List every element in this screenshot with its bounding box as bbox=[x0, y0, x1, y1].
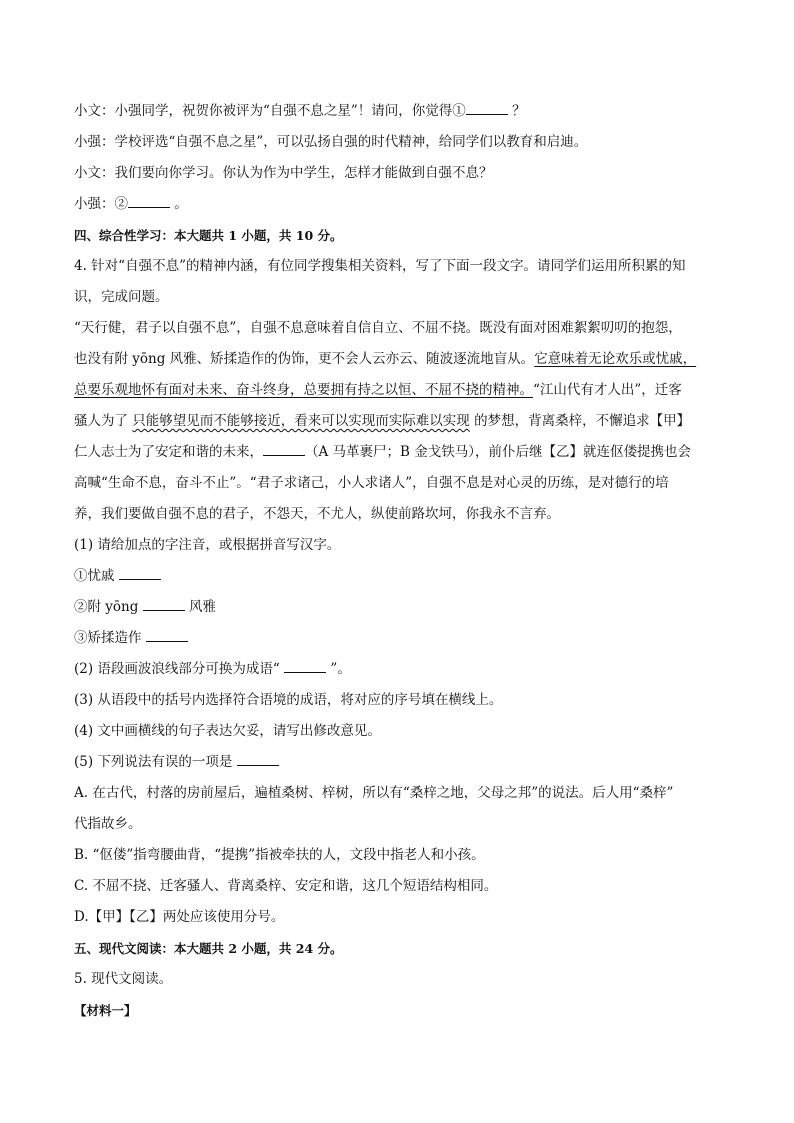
answer-blank-1[interactable] bbox=[466, 100, 508, 115]
passage-line-6: 高喊“生命不息，奋斗不止”。“君子求诸己，小人求诸人”，自强不息是对心灵的历练，是对德行的培 bbox=[74, 475, 669, 491]
sub-question-1-item-2: ②附 yōng 风雅 bbox=[74, 592, 722, 623]
sub-question-5: (5) 下列说法有误的一项是 bbox=[74, 747, 722, 778]
passage-line-4: 骚人为了 只能够望见而不能够接近，看来可以实现而实际难以实现 的梦想，背离桑梓，不懈追求【甲】 bbox=[74, 413, 691, 429]
answer-blank-2[interactable] bbox=[128, 193, 170, 208]
section-4-heading: 四、综合性学习：本大题共 1 小题，共 10 分。 bbox=[74, 228, 343, 243]
dialogue-line-2: 小强：学校评选“自强不息之星”，可以弘扬自强的时代精神，给同学们以教育和启迪。 bbox=[74, 134, 588, 150]
dialogue-line-1: 小文：小强同学，祝贺你被评为“自强不息之星”！请问，你觉得① ？ bbox=[74, 96, 722, 127]
option-c: C. 不屈不挠、迁客骚人、背离桑梓、安定和谐，这几个短语结构相同。 bbox=[74, 878, 498, 894]
answer-blank-5[interactable] bbox=[143, 596, 185, 611]
document-page bbox=[74, 96, 722, 1026]
passage-line-3: 总要乐观地怀有面对未来、奋斗终身，总要拥有持之以恒、不屈不挠的精神。“江山代有才人出”，迁客 bbox=[74, 382, 682, 398]
question-5: 5. 现代文阅读。 bbox=[74, 971, 173, 987]
sub-question-1-item-3: ③矫揉造作 bbox=[74, 623, 722, 654]
section-5-heading: 五、现代文阅读：本大题共 2 小题，共 24 分。 bbox=[74, 941, 343, 956]
passage-line-1: “天行健，君子以自强不息”，自强不息意味着自信自立、不屈不挠。既没有面对困难絮絮叨叨的抱怨， bbox=[74, 320, 682, 336]
question-4-intro-cont: 识，完成问题。 bbox=[74, 289, 169, 305]
answer-blank-8[interactable] bbox=[237, 751, 279, 766]
wavy-underlined-phrase: 只能够望见而不能够接近，看来可以实现而实际难以实现 bbox=[132, 413, 470, 429]
underlined-sentence-cont: 总要乐观地怀有面对未来、奋斗终身，总要拥有持之以恒、不屈不挠的精神。 bbox=[74, 382, 533, 398]
dialogue-line-3: 小文：我们要向你学习。你认为作为中学生，怎样才能做到自强不息？ bbox=[74, 165, 493, 181]
option-b: B. “伛偻”指弯腰曲背，“提携”指被牵扶的人，文段中指老人和小孩。 bbox=[74, 847, 485, 863]
sub-question-1-item-1: ①忧戚 bbox=[74, 561, 722, 592]
sub-question-2: (2) 语段画波浪线部分可换为成语“ ”。 bbox=[74, 654, 722, 685]
answer-blank-3[interactable] bbox=[263, 441, 305, 456]
answer-blank-7[interactable] bbox=[284, 658, 326, 673]
passage-line-7: 养，我们要做自强不息的君子，不怨天，不尤人，纵使前路坎坷，你我永不言弃。 bbox=[74, 506, 560, 522]
question-4-intro: 4. 针对“自强不息”的精神内涵，有位同学搜集相关资料，写了下面一段文字。请同学们运用所积累的知 bbox=[74, 258, 686, 274]
underlined-sentence: 它意味着无论欢乐或忧戚， bbox=[534, 351, 697, 367]
option-d: D.【甲】【乙】两处应该使用分号。 bbox=[74, 909, 285, 925]
option-a-cont: 代指故乡。 bbox=[74, 816, 142, 832]
sub-question-4: (4) 文中画横线的句子表达欠妥，请写出修改意见。 bbox=[74, 723, 381, 739]
sub-question-1: (1) 请给加点的字注音，或根据拼音写汉字。 bbox=[74, 537, 341, 553]
passage-line-5: 仁人志士为了安定和谐的未来， （A 马革裹尸；B 金戈铁马），前仆后继【乙】就连伛偻提携也会 bbox=[74, 437, 722, 468]
answer-blank-4[interactable] bbox=[119, 565, 161, 580]
option-a: A. 在古代，村落的房前屋后，遍植桑树、梓树，所以有“桑梓之地，父母之邦”的说法。后人用“桑梓” bbox=[74, 785, 674, 801]
sub-question-3: (3) 从语段中的括号内选择符合语境的成语，将对应的序号填在横线上。 bbox=[74, 692, 503, 708]
answer-blank-6[interactable] bbox=[146, 627, 188, 642]
material-1-label: 【材料一】 bbox=[74, 1003, 137, 1018]
dialogue-line-4: 小强：② 。 bbox=[74, 189, 722, 220]
passage-line-2: 也没有附 yōng 风雅、矫揉造作的伪饰，更不会人云亦云、随波逐流地盲从。它意味着无论欢乐或忧戚， bbox=[74, 351, 697, 367]
